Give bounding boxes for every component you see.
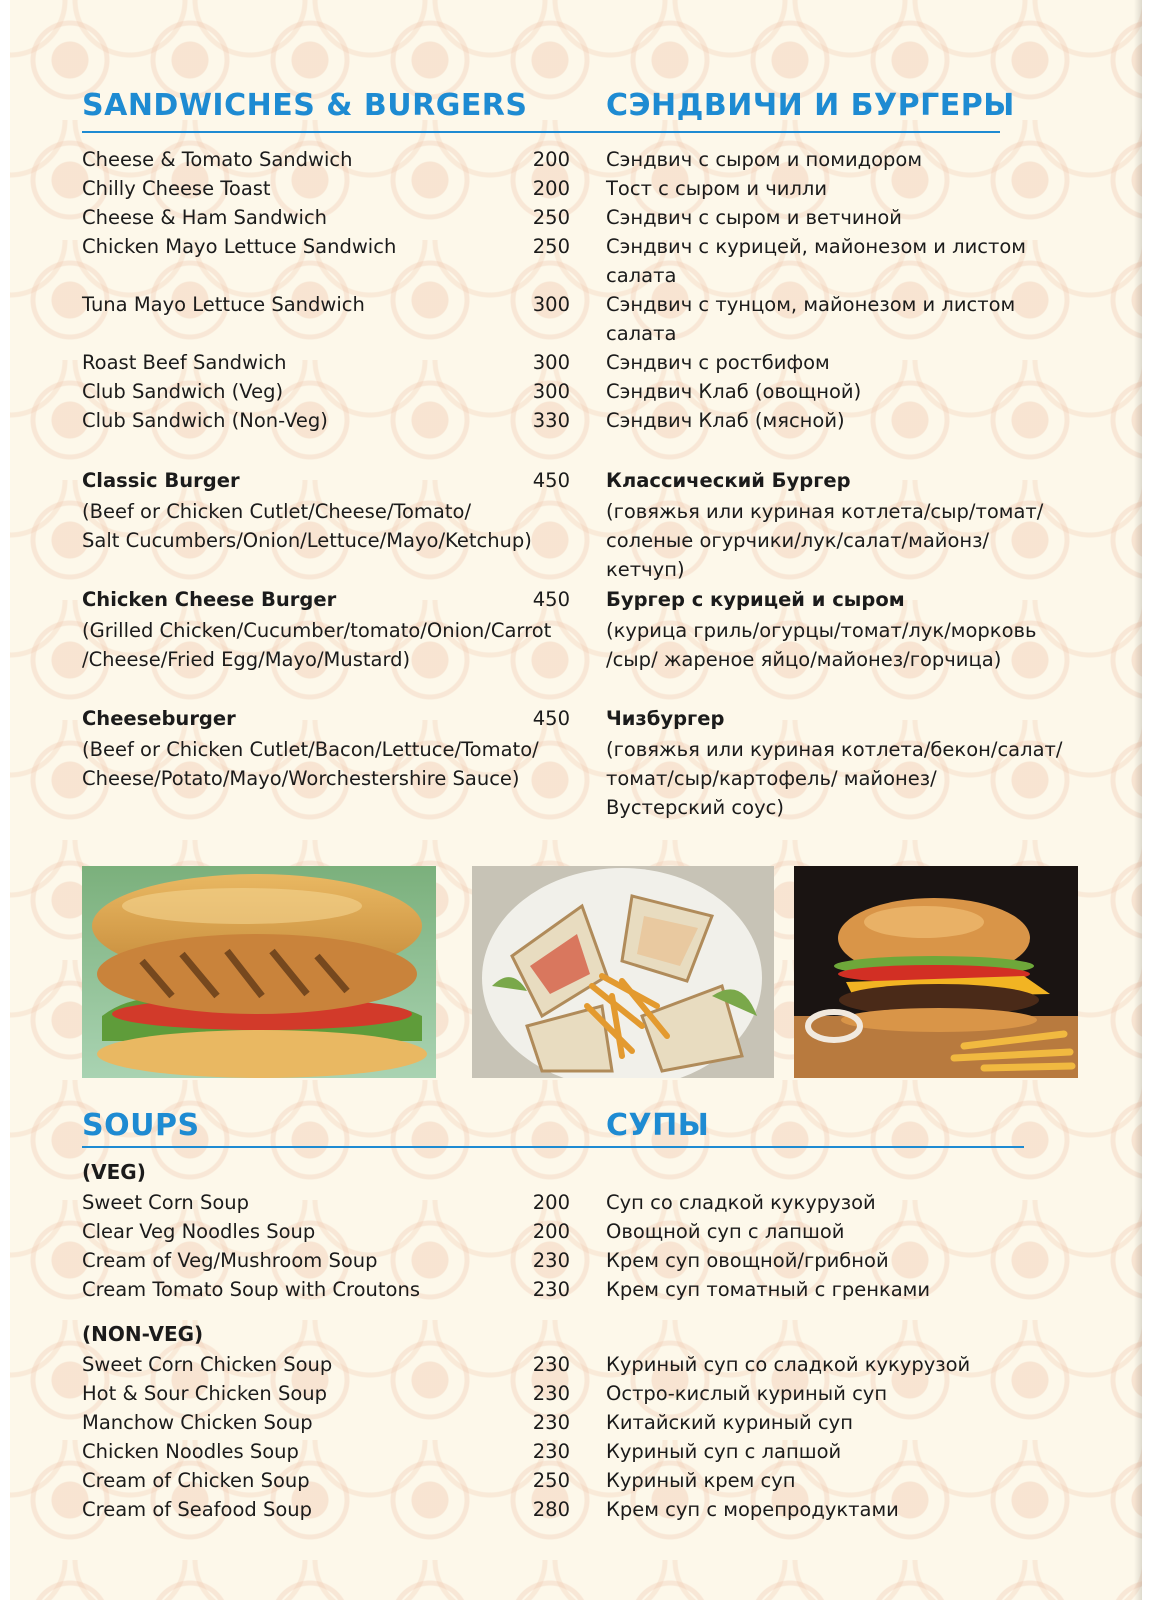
burger-desc-ru: Вустерский соус) <box>606 796 784 819</box>
burger-desc-ru: (курица гриль/огурцы/томат/лук/морковь <box>606 619 1037 642</box>
item-name-en: Cream Tomato Soup with Croutons <box>82 1278 420 1301</box>
burger-desc-ru: соленые огурчики/лук/салат/майонз/ <box>606 529 990 552</box>
burger-desc-ru: (говяжья или куриная котлета/бекон/салат/ <box>606 738 1063 761</box>
item-name-ru: Овощной суп с лапшой <box>606 1220 845 1243</box>
item-name-ru: Тост с сыром и чилли <box>606 177 828 200</box>
burger-desc-ru: (говяжья или куриная котлета/сыр/томат/ <box>606 500 1044 523</box>
burger-desc-ru: томат/сыр/картофель/ майонез/ <box>606 767 937 790</box>
burger-name-en: Cheeseburger <box>82 707 236 730</box>
item-price: 200 <box>532 1220 570 1243</box>
menu-page <box>10 0 1142 1600</box>
item-name-en: Club Sandwich (Non-Veg) <box>82 409 328 432</box>
burger-desc-en: Salt Cucumbers/Onion/Lettuce/Mayo/Ketchup) <box>82 529 532 552</box>
cheeseburger-photo <box>794 866 1078 1078</box>
item-price: 200 <box>532 148 570 171</box>
burger-name-ru: Чизбургер <box>606 707 725 730</box>
section-divider <box>82 1146 1024 1148</box>
item-name-ru: Сэндвич с тунцом, майонезом и листом <box>606 293 1016 316</box>
burger-desc-ru: /сыр/ жареное яйцо/майонез/горчица) <box>606 648 1002 671</box>
item-name-ru: Куриный суп со сладкой кукурузой <box>606 1353 971 1376</box>
item-name-ru: Сэндвич с сыром и помидором <box>606 148 923 171</box>
item-price: 300 <box>532 380 570 403</box>
item-name-en: Tuna Mayo Lettuce Sandwich <box>82 293 365 316</box>
section-title-sandwiches-ru: СЭНДВИЧИ И БУРГЕРЫ <box>606 88 1015 123</box>
burger-name-ru: Бургер с курицей и сыром <box>606 588 905 611</box>
section-title-soups-en: SOUPS <box>82 1108 200 1143</box>
item-name-ru: Сэндвич Клаб (овощной) <box>606 380 862 403</box>
burger-name-ru: Классический Бургер <box>606 469 851 492</box>
burger-price: 450 <box>532 469 570 492</box>
item-name-ru: Куриный крем суп <box>606 1469 796 1492</box>
item-price: 250 <box>532 1469 570 1492</box>
item-name-en: Chicken Noodles Soup <box>82 1440 299 1463</box>
section-title-sandwiches-en: SANDWICHES & BURGERS <box>82 88 528 123</box>
burger-desc-en: /Cheese/Fried Egg/Mayo/Mustard) <box>82 648 411 671</box>
item-price: 230 <box>532 1353 570 1376</box>
item-name-en: Roast Beef Sandwich <box>82 351 287 374</box>
item-price: 280 <box>532 1498 570 1521</box>
item-name-ru: Крем суп томатный с гренками <box>606 1278 931 1301</box>
veg-subheading: (VEG) <box>82 1160 146 1184</box>
burger-desc-en: (Beef or Chicken Cutlet/Cheese/Tomato/ <box>82 500 472 523</box>
burger-desc-en: (Beef or Chicken Cutlet/Bacon/Lettuce/Tomato/ <box>82 738 539 761</box>
item-name-ru: Сэндвич с сыром и ветчиной <box>606 206 902 229</box>
item-name-en: Chicken Mayo Lettuce Sandwich <box>82 235 397 258</box>
item-name-en: Cream of Seafood Soup <box>82 1498 313 1521</box>
item-name-en: Sweet Corn Soup <box>82 1191 249 1214</box>
item-name-ru: Крем суп овощной/грибной <box>606 1249 889 1272</box>
item-price: 230 <box>532 1411 570 1434</box>
burger-desc-en: Cheese/Potato/Mayo/Worchestershire Sauce) <box>82 767 520 790</box>
burger-price: 450 <box>532 707 570 730</box>
item-price: 250 <box>532 235 570 258</box>
item-name-ru: Суп со сладкой кукурузой <box>606 1191 876 1214</box>
item-name-ru: Сэндвич с ростбифом <box>606 351 830 374</box>
burger-price: 450 <box>532 588 570 611</box>
item-name-en: Cheese & Tomato Sandwich <box>82 148 353 171</box>
item-price: 230 <box>532 1278 570 1301</box>
nonveg-subheading: (NON-VEG) <box>82 1322 204 1346</box>
section-title-soups-ru: СУПЫ <box>606 1108 710 1143</box>
item-price: 230 <box>532 1440 570 1463</box>
item-name-en: Cream of Veg/Mushroom Soup <box>82 1249 378 1272</box>
item-price: 200 <box>532 1191 570 1214</box>
item-price: 250 <box>532 206 570 229</box>
burger-desc-en: (Grilled Chicken/Cucumber/tomato/Onion/Carrot <box>82 619 552 642</box>
grilled-chicken-sandwich-photo <box>82 866 436 1078</box>
club-sandwich-fries-photo <box>472 866 774 1078</box>
page-edge-shadow <box>1134 0 1142 1600</box>
item-price: 200 <box>532 177 570 200</box>
item-name-en: Hot & Sour Chicken Soup <box>82 1382 328 1405</box>
item-name-ru: Сэндвич Клаб (мясной) <box>606 409 845 432</box>
item-name-en: Manchow Chicken Soup <box>82 1411 313 1434</box>
item-price: 230 <box>532 1249 570 1272</box>
item-price: 300 <box>532 351 570 374</box>
item-price: 330 <box>532 409 570 432</box>
item-name-ru: Куриный суп с лапшой <box>606 1440 842 1463</box>
item-name-en: Cheese & Ham Sandwich <box>82 206 328 229</box>
item-name-en: Cream of Chicken Soup <box>82 1469 310 1492</box>
burger-desc-ru: кетчуп) <box>606 558 685 581</box>
item-name-en: Chilly Cheese Toast <box>82 177 271 200</box>
item-name-ru-cont: салата <box>606 264 677 287</box>
item-name-ru: Остро-кислый куриный суп <box>606 1382 888 1405</box>
section-divider <box>82 131 1000 133</box>
item-name-ru: Сэндвич с курицей, майонезом и листом <box>606 235 1027 258</box>
item-price: 230 <box>532 1382 570 1405</box>
item-name-ru-cont: салата <box>606 322 677 345</box>
item-name-ru: Крем суп с морепродуктами <box>606 1498 899 1521</box>
item-price: 300 <box>532 293 570 316</box>
item-name-ru: Китайский куриный суп <box>606 1411 853 1434</box>
burger-name-en: Chicken Cheese Burger <box>82 588 337 611</box>
item-name-en: Clear Veg Noodles Soup <box>82 1220 316 1243</box>
burger-name-en: Classic Burger <box>82 469 240 492</box>
item-name-en: Sweet Corn Chicken Soup <box>82 1353 333 1376</box>
item-name-en: Club Sandwich (Veg) <box>82 380 284 403</box>
